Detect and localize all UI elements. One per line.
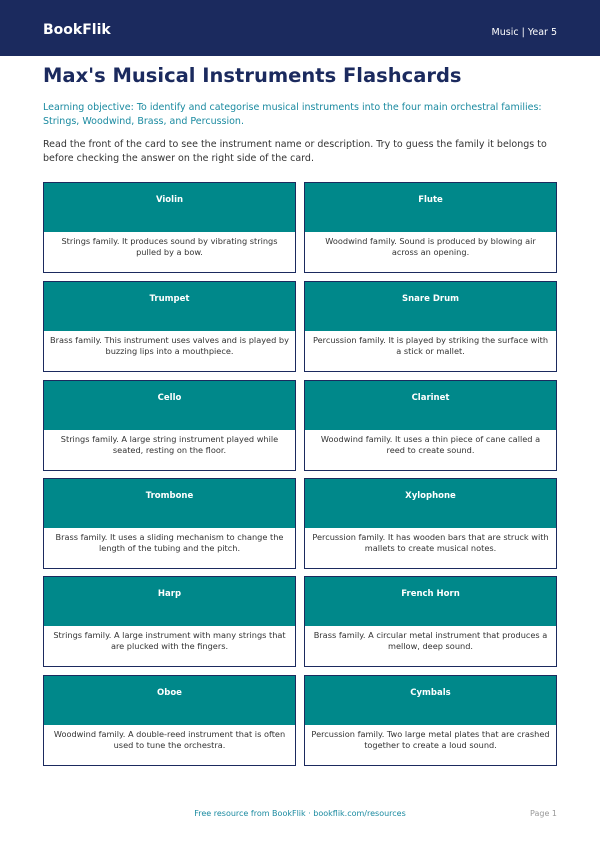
- header-bar: [0, 0, 600, 56]
- flashcard[interactable]: [304, 380, 557, 471]
- card-front: Trumpet: [44, 282, 295, 331]
- flashcard[interactable]: [43, 576, 296, 667]
- page-title: Max's Musical Instruments Flashcards: [43, 64, 462, 87]
- flashcard[interactable]: [304, 576, 557, 667]
- card-front: Cymbals: [305, 676, 556, 725]
- flashcard[interactable]: [43, 675, 296, 766]
- subject-year-label: Music | Year 5: [491, 27, 557, 38]
- flashcard[interactable]: [304, 182, 557, 273]
- card-back: Percussion family. It is played by striking the surface with a stick or mallet.: [312, 335, 549, 356]
- flashcard[interactable]: [43, 478, 296, 569]
- card-front: Xylophone: [305, 479, 556, 528]
- card-front: Oboe: [44, 676, 295, 725]
- card-back: Brass family. A circular metal instrument that produces a mellow, deep sound.: [313, 630, 548, 651]
- flashcard[interactable]: [43, 380, 296, 471]
- learning-objective: Learning objective: To identify and categorise musical instruments into the four main orchestral families: Strings, Woodwind, Brass, and Percussion.: [43, 102, 542, 127]
- card-back: Woodwind family. It uses a thin piece of cane called a reed to create sound.: [320, 434, 541, 455]
- card-back: Brass family. This instrument uses valves and is played by buzzing lips into a mouthpiece.: [50, 335, 289, 356]
- page-number: Page 1: [530, 809, 557, 818]
- card-back: Strings family. A large instrument with many strings that are plucked with the fingers.: [53, 630, 286, 651]
- card-back: Woodwind family. Sound is produced by blowing air across an opening.: [325, 236, 536, 257]
- card-back: Percussion family. It has wooden bars that are struck with mallets to create musical notes.: [312, 532, 549, 553]
- card-front: Flute: [305, 183, 556, 232]
- card-front: Clarinet: [305, 381, 556, 430]
- card-back: Strings family. It produces sound by vibrating strings pulled by a bow.: [61, 236, 278, 257]
- flashcard[interactable]: [43, 281, 296, 372]
- card-front: Harp: [44, 577, 295, 626]
- card-front: Cello: [44, 381, 295, 430]
- instructions: Read the front of the card to see the instrument name or description. Try to guess the family it belongs to before checking the answer on the right side of the card.: [43, 139, 547, 164]
- footer-resource-link[interactable]: Free resource from BookFlik · bookflik.com/resources: [194, 809, 406, 818]
- card-back: Strings family. A large string instrument played while seated, resting on the floor.: [60, 434, 279, 455]
- flashcard[interactable]: [304, 281, 557, 372]
- card-back: Percussion family. Two large metal plates that are crashed together to create a loud sound.: [311, 729, 550, 750]
- card-front: French Horn: [305, 577, 556, 626]
- card-front: Snare Drum: [305, 282, 556, 331]
- brand-logo[interactable]: BookFlik: [43, 22, 111, 38]
- card-front: Trombone: [44, 479, 295, 528]
- flashcard[interactable]: [304, 478, 557, 569]
- flashcard[interactable]: [43, 182, 296, 273]
- card-back: Woodwind family. A double-reed instrument that is often used to tune the orchestra.: [53, 729, 286, 750]
- card-back: Brass family. It uses a sliding mechanism to change the length of the tubing and the pitch.: [55, 532, 284, 553]
- flashcard[interactable]: [304, 675, 557, 766]
- card-front: Violin: [44, 183, 295, 232]
